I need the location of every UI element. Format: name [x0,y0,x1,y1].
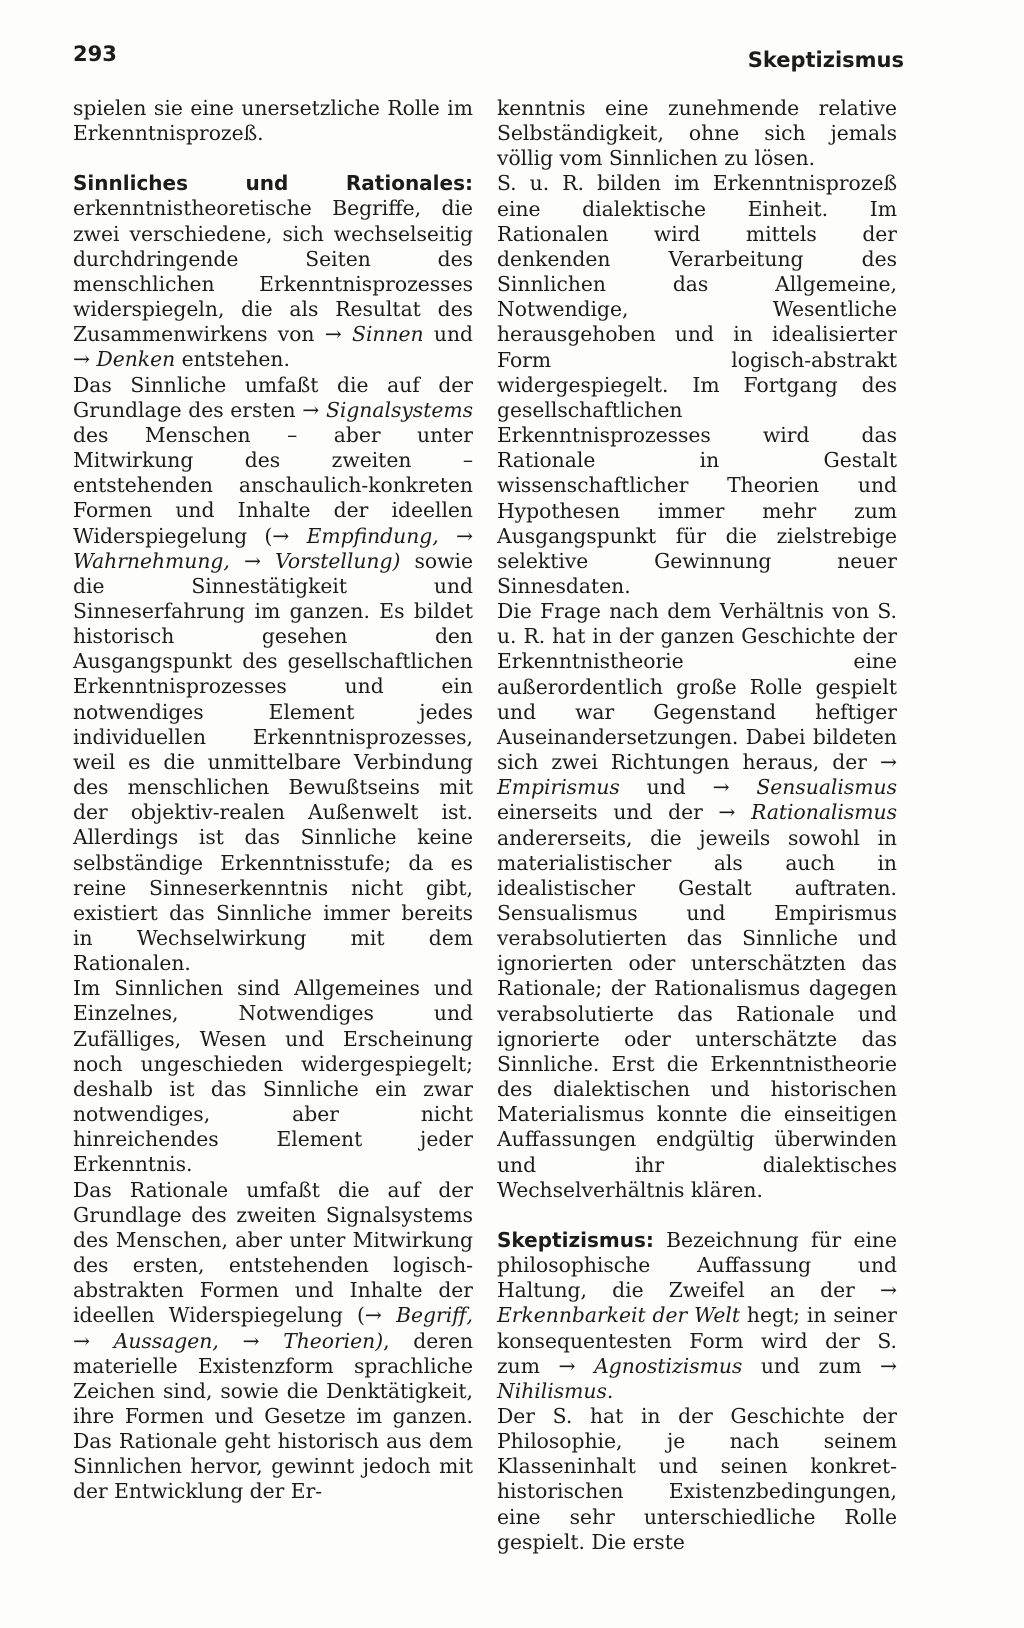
paragraph: S. u. R. bilden im Erkenntnisprozeß eine dialektische Einheit. Im Rationalen wird mittels der denkenden Verarbeitung des Sinnlichen das Allgemeine, Notwendige, Wesentliche herausgehoben und in idealisierter Form logisch-abstrakt widergespiegelt. Im Fortgang des gesellschaftlichen Erkenntnisprozesses wird das Rationale in Gestalt wissenschaftlicher Theorien und Hypothesen immer mehr zum Ausgangspunkt für die zielstrebige selektive Gewinnung neuer Sinnesdaten. [497,171,897,598]
cross-reference-arrow-icon: → [324,322,342,347]
cross-reference: Sensualismus [756,775,897,800]
cross-reference: Erkennbarkeit der Welt [497,1303,740,1328]
cross-reference-arrow-icon: → [880,1353,897,1378]
cross-reference-arrow-icon: → [880,750,897,775]
page-number: 293 [73,42,117,66]
cross-reference-arrow-icon: → [73,347,90,372]
entry-headword: Sinnliches und Rationales: [73,171,473,196]
paragraph: spielen sie eine unersetzliche Rolle im Erkenntnisprozeß. [73,96,473,146]
cross-reference: Signalsystems [325,397,474,422]
right-column [497,96,897,1555]
cross-reference-arrow-icon: → [880,1278,897,1303]
cross-reference: Sinnen [352,322,424,347]
paragraph: Das Rationale umfaßt die auf der Grundlage des zweiten Signalsystems des Menschen, aber unter Mitwirkung des ersten, entstehenden logisch-abstrakten Formen und Inhalte der ideellen Widerspiegelung (→ Begriff, → Aussagen, → Theorien), deren materielle Existenzform sprachliche Zeichen sind, sowie die Denktätigkeit, ihre Formen und Gesetze im ganzen. Das Rationale geht historisch aus dem Sinnlichen hervor, gewinnt jedoch mit der Entwicklung der Er- [73,1177,474,1504]
cross-reference: Nihilismus. [497,1378,614,1403]
cross-reference: Empirismus [497,775,620,800]
cross-reference-arrow-icon: → [242,1328,260,1353]
cross-reference: Begriff, [396,1303,473,1328]
cross-reference-arrow-icon: → [364,1303,382,1328]
cross-reference: Theorien) [283,1328,384,1353]
dictionary-entry: Sinnliches und Rationales: erkenntnistheoretische Begriffe, die zwei verschiedene, sich wechselseitig durchdringende Seiten des menschlichen Erkenntnisprozesses widerspiegeln, die als Resultat des Zusammenwirkens von → Sinnen und → Denken entstehen. [73,171,474,372]
cross-reference-arrow-icon: → [243,548,261,573]
cross-reference: Denken [96,347,176,372]
cross-reference: Rationalismus [751,800,897,825]
dictionary-entry: Skeptizismus: Bezeichnung für eine philosophische Auffassung und Haltung, die Zweifel an der → Erkennbarkeit der Welt hegt; in seiner konsequentesten Form wird der S. zum → Agnostizismus und zum → Nihilismus. [497,1227,897,1403]
paragraph: kenntnis eine zunehmende relative Selbständigkeit, ohne sich jemals völlig vom Sinnlichen zu lösen. [497,96,897,171]
cross-reference-arrow-icon: → [718,800,736,825]
cross-reference: Empfindung, [306,523,439,548]
cross-reference-arrow-icon: → [455,523,473,548]
cross-reference-arrow-icon: → [712,775,730,800]
cross-reference: Agnostizismus [594,1353,743,1378]
paragraph: Im Sinnlichen sind Allgemeines und Einzelnes, Notwendiges und Zufälliges, Wesen und Erscheinung noch ungeschieden widergespiegelt; deshalb ist das Sinnliche ein zwar notwendiges, aber nicht hinreichendes Element jeder Erkenntnis. [73,976,473,1177]
entry-headword: Skeptizismus: [497,1227,654,1252]
paragraph: Die Frage nach dem Verhältnis von S. u. R. hat in der ganzen Geschichte der Erkenntnistheorie eine außerordentlich große Rolle gespielt und war Gegenstand heftiger Auseinandersetzungen. Dabei bildeten sich zwei Richtungen heraus, der → Empirismus und → Sensualismus einerseits und der → Rationalismus andererseits, die jeweils sowohl in materialistischer als auch in idealistischer Gestalt auftraten. Sensualismus und Empirismus verabsolutierten das Sinnliche und ignorierten oder unterschätzten das Rationale; der Rationalismus dagegen verabsolutierte das Rationale und ignorierte oder unterschätzte das Sinnliche. Erst die Erkenntnistheorie des dialektischen und historischen Materialismus konnte die einseitigen Auffassungen endgültig überwinden und ihr dialektisches Wechselverhältnis klären. [497,599,897,1202]
cross-reference: Wahrnehmung, [73,548,230,573]
left-column [73,96,473,1505]
cross-reference-arrow-icon: → [558,1353,576,1378]
paragraph: Der S. hat in der Geschichte der Philosophie, je nach seinem Klasseninhalt und seinen konkret-historischen Existenzbedingungen, eine sehr unterschiedliche Rolle gespielt. Die erste [497,1403,897,1554]
cross-reference: Vorstellung) [275,548,401,573]
cross-reference-arrow-icon: → [272,523,290,548]
cross-reference: Aussagen, [113,1328,219,1353]
cross-reference-arrow-icon: → [302,397,320,422]
running-head: Skeptizismus [747,48,904,72]
cross-reference-arrow-icon: → [73,1328,90,1353]
paragraph: Das Sinnliche umfaßt die auf der Grundlage des ersten → Signalsystems des Menschen – aber unter Mitwirkung des zweiten – entstehenden anschaulich-konkreten Formen und Inhalte der ideellen Widerspiegelung (→ Empfindung, → Wahrnehmung, → Vorstellung) sowie die Sinnestätigkeit und Sinneserfahrung im ganzen. Es bildet historisch gesehen den Ausgangspunkt des gesellschaftlichen Erkenntnisprozesses und ein notwendiges Element jedes individuellen Erkenntnisprozesses, weil es die unmittelbare Verbindung des menschlichen Bewußtseins mit der objektiv-realen Außenwelt ist. Allerdings ist das Sinnliche keine selbständige Erkenntnisstufe; da es reine Sinneserkenntnis nicht gibt, existiert das Sinnliche immer bereits in Wechselwirkung mit dem Rationalen. [73,372,474,976]
